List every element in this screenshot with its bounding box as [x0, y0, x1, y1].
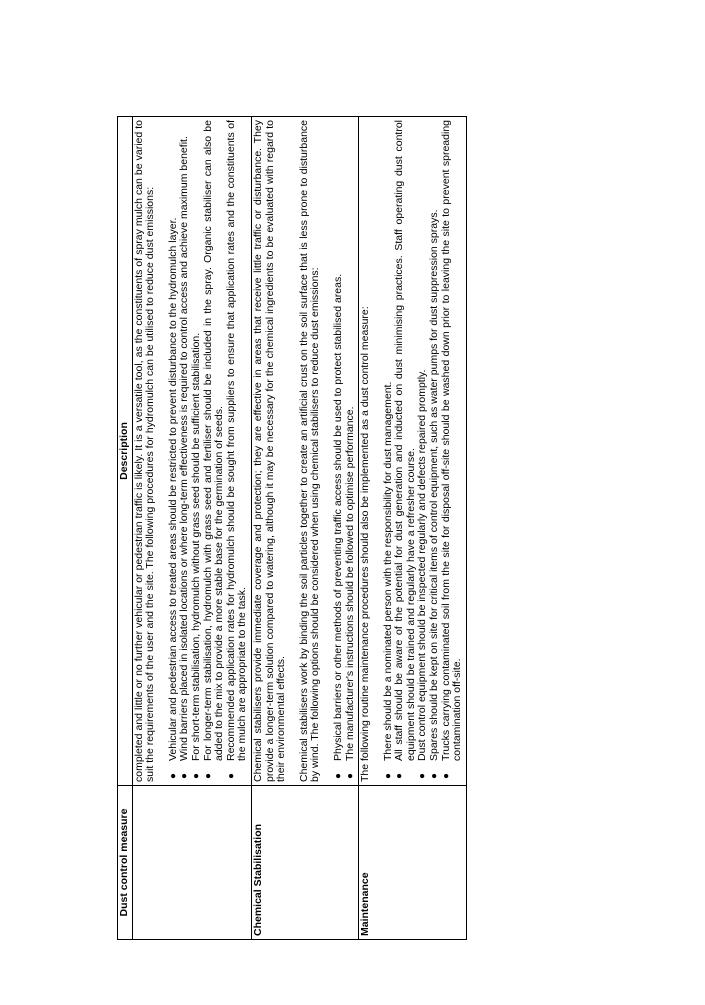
measure-cell: Chemical Stabilisation — [251, 786, 358, 940]
description-paragraph: Chemical stabilisers provide immediate coverage and protection; they are effective in areas that receive little traffic or disturbance. They provide a longer-term solution compared to watering, although it may be necessary for the chemical ingredients to be evaluated with regard to their environmental effects. — [251, 120, 288, 782]
list-item: ● There should be a nominated person with the responsibility for dust management. — [381, 381, 394, 779]
bullet-list — [333, 120, 356, 782]
list-item: ● The manufacturer's instructions should be followed to optimise performance. — [343, 406, 356, 779]
table-row-hydromulch — [132, 117, 251, 940]
bullet-icon: ● — [179, 772, 191, 779]
table-row-maintenance — [359, 117, 467, 940]
list-item: ● Physical barriers or other methods of preventing traffic access should be used to protect stabilised areas. — [331, 273, 344, 779]
measure-cell — [132, 786, 251, 940]
bullet-icon: ● — [417, 772, 429, 779]
measure-cell: Maintenance — [359, 786, 467, 940]
description-cell — [132, 117, 251, 786]
description-intro: completed and little or no further vehicular or pedestrian traffic is likely. It is a versatile tool, as the constituents of spray mulch can be varied to suit the requirements of the user and the site. The following procedures for hydromulch can be utilised to reduce dust emissions: — [132, 120, 157, 782]
dust-control-table — [117, 116, 467, 940]
list-item: ● For short-term stabilisation, hydromulch without grass seed should be sufficient stabilisation. — [189, 332, 202, 779]
list-item: ● Spares should be kept on site for critical items of control equipment, such as water pumps for dust suppression sprays. — [428, 209, 441, 779]
list-item: ● Recommended application rates for hydromulch should be sought from suppliers to ensure that application rates and the constituents of the mulch are appropriate to the task. — [224, 120, 249, 779]
description-cell — [251, 117, 358, 786]
list-item: ● Wind barriers placed in isolated locations or where long-term effectiveness is required to control access and achieve maximum benefit. — [178, 136, 191, 779]
bullet-list — [168, 120, 249, 782]
bullet-icon: ● — [440, 772, 452, 779]
header-description: Description — [118, 117, 133, 786]
list-item: ● All staff should be aware of the potential for dust generation and inducted on dust minimising practices. Staff operating dust control equipment should be trained and regularly have a refresher course. — [393, 120, 417, 779]
bullet-list — [383, 120, 464, 782]
bullet-icon: ● — [167, 772, 179, 779]
list-item: ● Trucks carrying contaminated soil from the site for disposal off-site should be washed down prior to leaving the site to prevent spreading contamination off-site. — [439, 120, 464, 779]
list-item: ● Vehicular and pedestrian access to treated areas should be restricted to prevent disturbance to the hydromulch layer. — [166, 217, 179, 779]
bullet-icon: ● — [429, 772, 441, 779]
description-paragraph: Chemical stabilisers work by binding the soil particles together to create an artificial crust on the soil surface that is less prone to disturbance by wind. The following options should be considered when using chemical stabilisers to reduce dust emissions: — [297, 120, 322, 782]
bullet-icon: ● — [382, 772, 394, 779]
table-row-chemical-stabilisation — [251, 117, 358, 940]
rotated-page — [117, 117, 583, 940]
bullet-icon: ● — [344, 772, 356, 779]
description-cell — [359, 117, 467, 786]
bullet-icon: ● — [225, 772, 237, 779]
bullet-icon: ● — [394, 772, 406, 779]
header-dust-control-measure: Dust control measure — [118, 786, 133, 940]
bullet-icon: ● — [202, 772, 214, 779]
list-item: ● For longer-term stabilisation, hydromulch with grass seed and fertiliser should be included in the spray. Organic stabiliser can also be added to the mix to provide a more stable base for the germination of seeds. — [201, 120, 226, 779]
list-item: ● Dust control equipment should be inspected regularly and defects repaired promptly. — [416, 369, 429, 779]
bullet-icon: ● — [190, 772, 202, 779]
bullet-icon: ● — [332, 772, 344, 779]
description-intro: The following routine maintenance procedures should also be implemented as a dust control measure: — [359, 306, 372, 782]
header-row — [118, 117, 133, 940]
